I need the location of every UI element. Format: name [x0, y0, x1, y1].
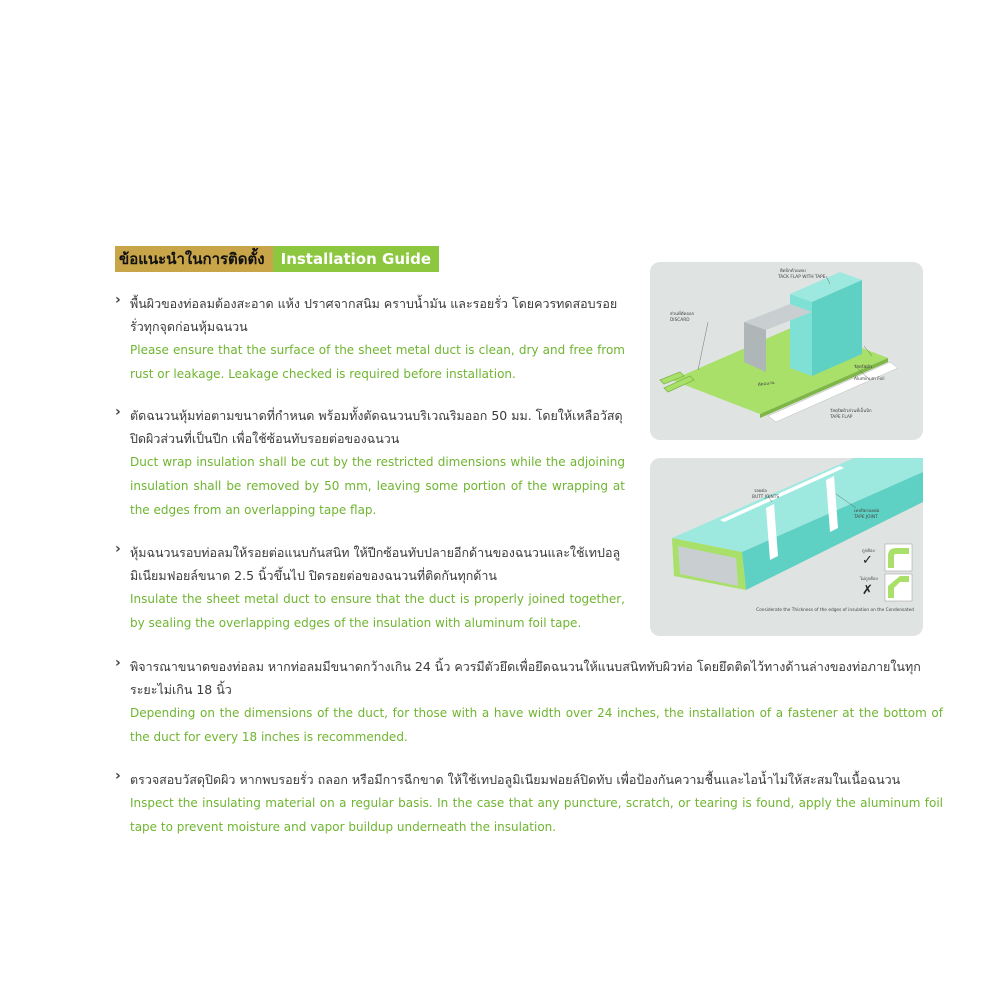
butt-joints-label-english: BUTT JOINTS [752, 495, 780, 500]
bullet-arrow-icon: › [115, 541, 121, 557]
instruction-thai: ตัดฉนวนหุ้มท่อตามขนาดที่กำหนด พร้อมทั้งตัดฉนวนบริเวณริมออก 50 มม. โดยให้เหลือวัสดุปิดผิวส่วนที่เป็นปีก เพื่อใช้ซ้อนทับรอยต่อของฉนวน [130, 408, 623, 446]
check-mark-icon: ✓ [862, 553, 873, 568]
discard-label-thai: ส่วนที่ตัดออก [670, 312, 695, 317]
tack-flap-label-thai: ติดปีกด้วยเทป [780, 269, 806, 274]
bullet-arrow-icon: › [115, 768, 121, 784]
foil-label-english: Aluminum Foil [854, 377, 885, 382]
thickness-note: Considerate the Thickness of the edges of insulation on the Condensated [756, 608, 914, 613]
instruction-thai: พื้นผิวของท่อลมต้องสะอาด แห้ง ปราศจากสนิม คราบน้ำมัน และรอยรั่ว โดยควรทดสอบรอยรั่วทุกจุดก่อนหุ้มฉนวน [130, 296, 618, 334]
section-title-english: Installation Guide [273, 246, 439, 272]
instruction-thai: หุ้มฉนวนรอบท่อลมให้รอยต่อแนบกันสนิท ให้ปีกซ้อนทับปลายอีกด้านของฉนวนและใช้เทปอลูมิเนียมฟอยล์ขนาด 2.5 นิ้วขึ้นไป ปิดรอยต่อของฉนวนที่ติดกันทุกด้าน [130, 545, 621, 583]
butt-joints-label-thai: รอยต่อ [754, 489, 767, 494]
leader-line [698, 322, 708, 370]
cut-insulation-illustration [650, 262, 923, 440]
tape-flap-label-thai: วัสดุปิดผิวส่วนที่เป็นปีก [830, 409, 872, 414]
section-header [115, 246, 439, 272]
instruction-item-2 [115, 404, 625, 522]
wrong-label: ไม่ถูกต้อง [860, 577, 878, 582]
figure-wrapped-duct [650, 458, 923, 636]
instruction-thai: ตรวจสอบวัสดุปิดผิว หากพบรอยรั่ว ถลอก หรือมีการฉีกขาด ให้ใช้เทปอลูมิเนียมฟอยล์ปิดทับ เพื่อป้องกันความชื้นและไอน้ำไม่ให้สะสมในเนื้อฉนวน [130, 772, 901, 787]
bullet-arrow-icon: › [115, 292, 121, 308]
bullet-arrow-icon: › [115, 655, 121, 671]
cross-mark-icon: ✗ [862, 583, 873, 598]
instruction-english: Please ensure that the surface of the sheet metal duct is clean, dry and free from rust or leakage. Leakage checked is required before installation. [130, 343, 625, 381]
tack-flap-label-english: TACK FLAP WITH TAPE [778, 275, 826, 280]
wrapped-duct-illustration [650, 458, 923, 636]
correct-label: ถูกต้อง [862, 549, 875, 554]
instruction-item-1 [115, 292, 625, 386]
instruction-item-4 [115, 655, 943, 749]
tape-joint-label-english: TAPE JOINT [854, 515, 878, 520]
instruction-english: Insulate the sheet metal duct to ensure that the duct is properly joined together, by sealing the overlapping edges of the insulation with aluminum foil tape. [130, 592, 625, 630]
tape-joint-label-thai: เทปปิดรอยต่อ [854, 509, 880, 514]
figure-cut-insulation [650, 262, 923, 440]
section-title-thai: ข้อแนะนำในการติดตั้ง [115, 246, 273, 272]
instruction-english: Duct wrap insulation shall be cut by the restricted dimensions while the adjoining insulation shall be removed by 50 mm, leaving some portion of the wrapping at the edges from an overlapping tape flap. [130, 455, 625, 517]
instruction-thai: พิจารณาขนาดของท่อลม หากท่อลมมีขนาดกว้างเกิน 24 นิ้ว ควรมีตัวยึดเพื่อยึดฉนวนให้แนบสนิททับผิวท่อ โดยยึดติดไว้ทางด้านล่างของท่อภายในทุกระยะไม่เกิน 18 นิ้ว [130, 659, 921, 697]
foil-label-thai: วัสดุปิดผิว [854, 365, 873, 370]
discard-label-english: DISCARD [670, 318, 690, 323]
instruction-english: Depending on the dimensions of the duct, for those with a have width over 24 inches, the installation of a fastener at the bottom of the duct for every 18 inches is recommended. [130, 706, 943, 744]
instruction-item-3 [115, 541, 625, 635]
bullet-arrow-icon: › [115, 404, 121, 420]
tape-flap-label-english: TAPE FLAP [830, 415, 853, 420]
cut-note-label: ตัดฉนวน [757, 380, 775, 388]
instruction-english: Inspect the insulating material on a regular basis. In the case that any puncture, scratch, or tearing is found, apply the aluminum foil tape to prevent moisture and vapor buildup underneath the insulation. [130, 796, 943, 834]
instruction-item-5 [115, 768, 943, 839]
